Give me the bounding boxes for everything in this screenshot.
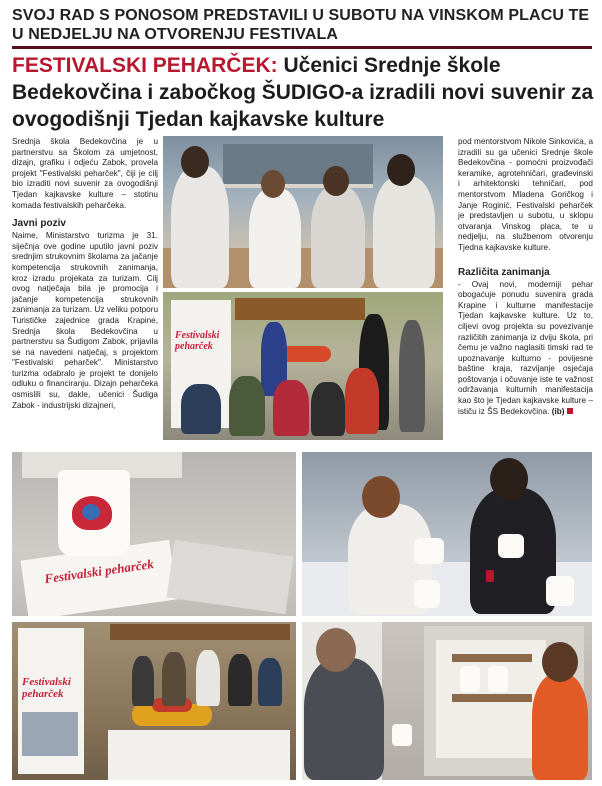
- header-rule: [12, 46, 592, 49]
- section2-title: Različita zanimanja: [458, 266, 550, 278]
- section2-text: - Ovaj novi, moderniji pehar obogaćuje ponudu suvenira grada Krapine i kulturne manifestacije Tjedan kajkavske kulture. Uz to, ciljevi ovog projekta su povezivanje različitih zanimanja iz dviju škola, pri čemu je važno naglasiti timski rad te upoznavanje kulturno - povijesne baštine kraja, razvijanje osjećaja poštovanja i očuvanje iste te važnost održavanja kulturnih manifestacija kao što je Tjedan kajkavske kulture – ističu iz ŠS Bedekovčina.: [458, 279, 593, 416]
- cup-label: Festivalski peharček: [43, 556, 155, 587]
- article-col-right: [458, 137, 593, 455]
- banner-label: Festivalski peharček: [175, 330, 220, 352]
- headline-rest: Učenici Srednje škole Bedekovčina i zabočkog ŠUDIGO-a izradili novi suvenir za ovogodišnji Tjedan kajkavske kulture: [12, 54, 594, 131]
- article-col-left: [12, 137, 158, 455]
- intro-paragraph: Srednja škola Bedekovčina je u partnerstvu sa Školom za umjetnost, dizajn, grafiku i odjeću Zabok, provela projekt "Festivalski peharček", čiji je cilj bio izraditi novi suvenir za ovogodišnji Tjedan kajkavske kulture – stotinu komada festivalskih peharčeka.: [12, 137, 158, 210]
- photo-kiln: [302, 622, 592, 780]
- photo-painting-cups: [302, 452, 592, 616]
- photo-festival-booth: [12, 622, 296, 780]
- kicker: SVOJ RAD S PONOSOM PREDSTAVILI U SUBOTU NA VINSKOM PLACU TE U NEDJELJU NA OTVORENJU FESTIVALA: [12, 7, 590, 43]
- section1-title: Javni poziv: [12, 218, 66, 230]
- photo-group-presentation: [163, 292, 443, 440]
- booth-banner-label: Festivalski peharček: [22, 676, 71, 700]
- section2-paragraph: [458, 280, 593, 418]
- photo-workshop-students: [163, 136, 443, 288]
- headline-lead: FESTIVALSKI PEHARČEK:: [12, 54, 278, 77]
- end-mark: [567, 408, 573, 414]
- photo-cup-product: [12, 452, 296, 616]
- headline: [12, 52, 594, 133]
- signature: (ib): [551, 406, 565, 416]
- section1-paragraph: Naime, Ministarstvo turizma je 31. siječnja ove godine uputilo javni poziv srednjim strukovnim školama za jačanje kompetencija strukovnih zanimanja, kroz izradu projekata za turizam. Cilj ovog natječaja bila je promocija i jačanje kompetencija strukovnih zanimanja za turizam. Uz veliku potporu Turističke zajednice grada Krapine, Srednja škola Bedekovčina u partnerstvu sa Šudigom Zabok, prijavila se na navedeni natječaj, s projektom "Festivalski peharček". Ministarstvo turizma odabralo je projekt te donijelo odluku o financiranju. Dizajn peharčeka osmislili su, dakle, učenici Šudiga Zabok - industrijski dizajneri,: [12, 231, 158, 410]
- col2-paragraph: pod mentorstvom Nikole Sinkovića, a izradili su ga učenici Srednje škole Bedekovčina - pomoćni proizvođači keramike, agrotehničari, građevinski i arhitektonski tehničari, pod mentorstvom Mladena Goričkog i Janje Roginić. Festivalski peharček je predstavljen u subotu, u sklopu otvaranja Vinskog placa, te u nedjelju, na službenom otvorenju Tjedna kajkavske kulture.: [458, 137, 593, 252]
